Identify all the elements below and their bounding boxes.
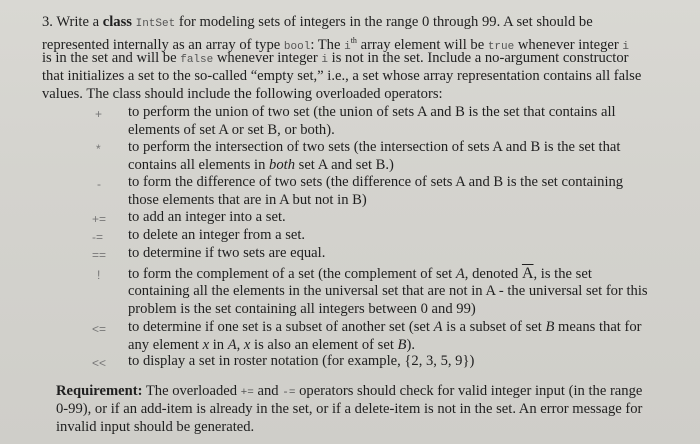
roster-line: to display a set in roster notation (for example, {2, 3, 5, 9}): [128, 353, 475, 369]
keyword-class: class: [102, 14, 132, 30]
add-line: to add an integer into a set.: [128, 209, 286, 225]
difference-line-1: to form the difference of two sets (the difference of sets A and B is the set containing: [128, 174, 624, 190]
superscript-th: th: [350, 36, 357, 45]
code-true: true: [487, 40, 515, 53]
requirement-line-1: Requirement: The overloaded += and -= operators should check for valid integer input (in the range: [56, 383, 643, 399]
union-line-1: to perform the union of two set (the union of sets A and B is the set that contains all: [128, 104, 616, 120]
code-bool: bool: [283, 40, 311, 53]
intro-line-5: values. The class should include the following overloaded operators:: [42, 86, 443, 102]
emphasis-both: both: [269, 157, 295, 173]
intro-line-2: represented internally as an array of type bool: The $i^{th}$ array element will be true whenever integer i: [42, 36, 630, 53]
complement-line-3: problem is the set containing all integers between 0 and 99): [128, 301, 476, 317]
union-line-2: elements of set A or set B, or both).: [128, 122, 335, 138]
operator-plus-equals-symbol: +=: [92, 212, 107, 226]
complement-line-2: containing all the elements in the universal set that are not in A - the universal set for this: [128, 283, 648, 299]
operator-equals-symbol: ==: [92, 248, 107, 262]
intersection-line-2: contains all elements in both set A and set B.): [128, 157, 394, 173]
intersection-line-1: to perform the intersection of two sets (the intersection of sets A and B is the set that: [128, 139, 621, 155]
subset-line-2: any element x in A, x is also an element of set B).: [128, 337, 415, 353]
requirement-line-2: 0-99), or if an add-item is already in the set, or if a delete-item is not in the set. An error message for: [56, 401, 643, 417]
difference-line-2: those elements that are in A but not in B): [128, 192, 367, 208]
requirement-label: Requirement:: [56, 383, 143, 399]
operator-stream-symbol: <<: [92, 356, 107, 370]
delete-line: to delete an integer from a set.: [128, 227, 306, 243]
operator-plus-symbol: +: [95, 107, 103, 121]
complement-a-bar: $\overline{A}$: [521, 265, 534, 282]
equal-line: to determine if two sets are equal.: [128, 245, 326, 261]
operator-minus-symbol: -: [97, 177, 101, 191]
operator-multiply-symbol: *: [96, 142, 101, 156]
intro-line-3: is in the set and will be false whenever integer i is not in the set. Include a no-argument constructor: [42, 50, 629, 66]
intro-line-4: that initializes a set to the so-called “empty set,” i.e., a set whose array representation contains all false: [42, 68, 642, 84]
operator-minus-equals-symbol: -=: [92, 230, 104, 244]
operator-not-symbol: !: [97, 268, 101, 282]
operator-subset-symbol: <=: [92, 322, 107, 336]
complement-line-1: to form the complement of a set (the complement of set A, denoted $\overline{A}$, is the set: [128, 265, 592, 282]
intro-line-1: 3. Write a class IntSet for modeling sets of integers in the range 0 through 99. A set should be: [42, 14, 593, 30]
intro-text: 3. Write a: [42, 14, 103, 30]
subset-line-1: to determine if one set is a subset of another set (set A is a subset of set B means that for: [128, 319, 642, 335]
code-false: false: [180, 54, 214, 66]
code-i: i: [344, 40, 351, 53]
requirement-line-3: invalid input should be generated.: [56, 419, 255, 435]
code-intset: IntSet: [135, 18, 176, 30]
